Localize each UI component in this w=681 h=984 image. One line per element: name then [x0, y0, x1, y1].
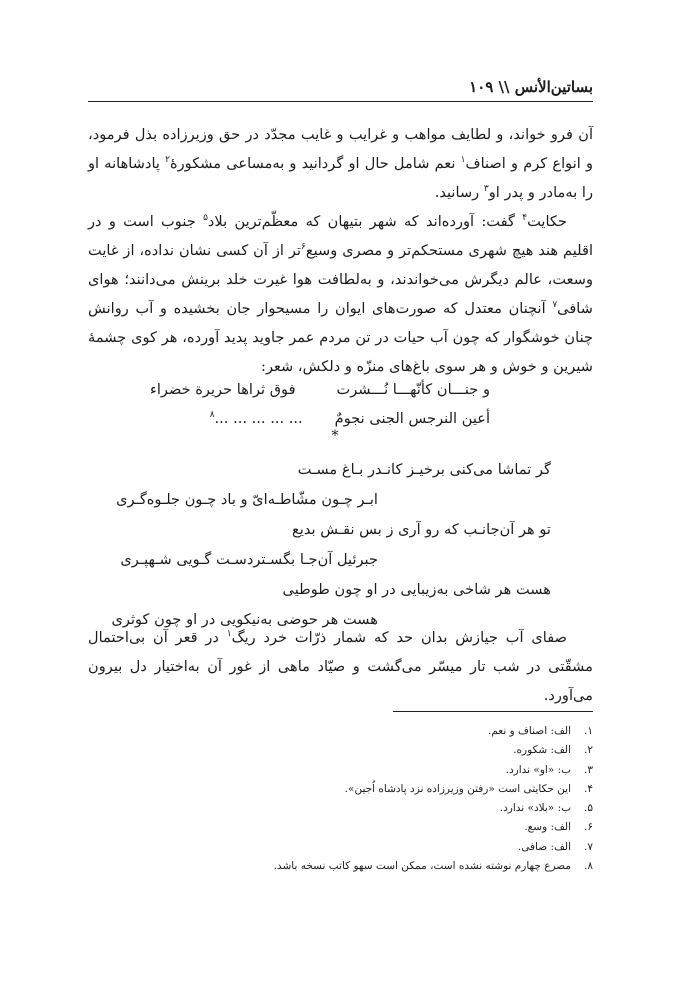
arabic-verse-line-2 — [150, 404, 490, 433]
footnote-ref-7[interactable]: ۷ — [552, 300, 558, 311]
poem-line: ابـر چـون مشّاطـه‌ایّ و باد چـون جلـوه‌گـری — [116, 491, 378, 508]
footnote-ref-4[interactable]: ۴ — [522, 213, 528, 224]
footnote-ref-2[interactable]: ۲ — [165, 155, 170, 166]
footnote-divider — [393, 711, 593, 712]
hemistich-left: ... ... ... ... ...$^۸$ — [209, 410, 303, 427]
poem-line: تو هر آن‌جانـب که رو آری ز بس نقـش بدیع — [292, 521, 551, 538]
footnote-ref-5[interactable]: ۵ — [203, 213, 208, 224]
footnote: ۲. الف: شکوره. — [513, 744, 593, 757]
paragraph-2: حکایت$^۴$ گفت: آورده‌اند که شهر بتیهان که معظّم‌ترین بلاد$^۵$ جنوب است و در اقلیم هند هیچ شهری مستحکم‌تر و مصری وسیع$^۶$تر از آن کسی نشان نداده، از غایت وسعت، عالم دیگرش می‌خواندند، و به‌لطافت هوا غیرت خلد برینش می‌دانند؛ هوای شافی$^۷$ آنچنان معتدل که صورت‌های ایوان را مسیحوار جان بخشیده و آب روانش چنان خوشگوار که چون آب حیات در تن مردم عمر جاوید پدید آورده، هر کوی چشمهٔ شیرین و خوش و هر سوی باغ‌های منزّه و دلکش، شعر: — [88, 213, 593, 375]
hemistich-left: فوق ثراها حريرة خضراء — [150, 381, 296, 398]
paragraph-1: آن فرو خواند، و لطایف مواهب و غرایب و غایب مجدّد در حق وزیرزاده بذل فرمود، و انواع کرم و اصناف$^۱$ نعم شامل حال او گردانید و به‌مساعی مشکورهٔ$^۲$ پادشاهانه او را به‌مادر و پدر او$^۳$ رسانید. — [88, 126, 594, 201]
footnote-ref-8[interactable]: ۸ — [209, 410, 215, 421]
poem-line: هست هر حوضی به‌نیکویی در او چون کوثری — [111, 611, 378, 628]
footnote: ۳. ب: «او» ندارد. — [505, 763, 593, 776]
persian-poem — [88, 455, 593, 635]
main-text — [88, 120, 593, 381]
footnote: ۵. ب: «بلاد» ندارد. — [499, 802, 593, 815]
header-divider — [88, 101, 593, 102]
hemistich-right: أعين النرجس الجنى نجومٌ — [334, 410, 490, 427]
hemistich-right: و جنـــان کأنّهـــا نُـــشرت — [336, 381, 490, 398]
footnote-ref-3[interactable]: ۳ — [483, 184, 489, 195]
footnote-ref-1[interactable]: ۱ — [460, 155, 466, 166]
poem-line: گر تماشا می‌کنی برخیـز کانـدر بـاغ مسـت — [297, 461, 551, 478]
arabic-verse — [150, 375, 490, 433]
footnote: ۴. این حکایتی است «رفتن وزیرزاده نزد پادشاه اُجین». — [344, 782, 593, 795]
footnote: ۸. مصرع چهارم نوشته نشده است، ممکن است سهو کاتب نسخه باشد. — [273, 860, 593, 873]
poem-line: جبرئیل آن‌جـا بگسـتردسـت گـویی شـهپـری — [120, 551, 378, 568]
section-separator: * — [331, 428, 339, 444]
poem-line: هست هر شاخی به‌زیبایی در او چون طوطیی — [282, 581, 551, 598]
arabic-verse-line-1 — [150, 375, 490, 404]
footnotes — [88, 722, 593, 876]
footnote: ۷. الف: صافی. — [517, 840, 593, 853]
closing-paragraph: صفای آب جیازش بدان حد که شمار ذرّات خرد ریگ$^۱$ در قعر آن بی‌احتمال مشقّتی در شب تار میسّر می‌گشت و صیّاد ماهی از غور آن به‌اختیار دل بیرون می‌آورد. — [88, 629, 593, 704]
footnote: ۶. الف: وسع. — [524, 821, 593, 834]
footnote-ref-1b[interactable]: ۱ — [226, 629, 232, 640]
running-header: بساتین‌الأنس \\ ۱۰۹ — [469, 78, 593, 96]
footnote-ref-6[interactable]: ۶ — [301, 242, 306, 253]
footnote: ۱. الف: اصناف و نعم. — [487, 725, 593, 737]
